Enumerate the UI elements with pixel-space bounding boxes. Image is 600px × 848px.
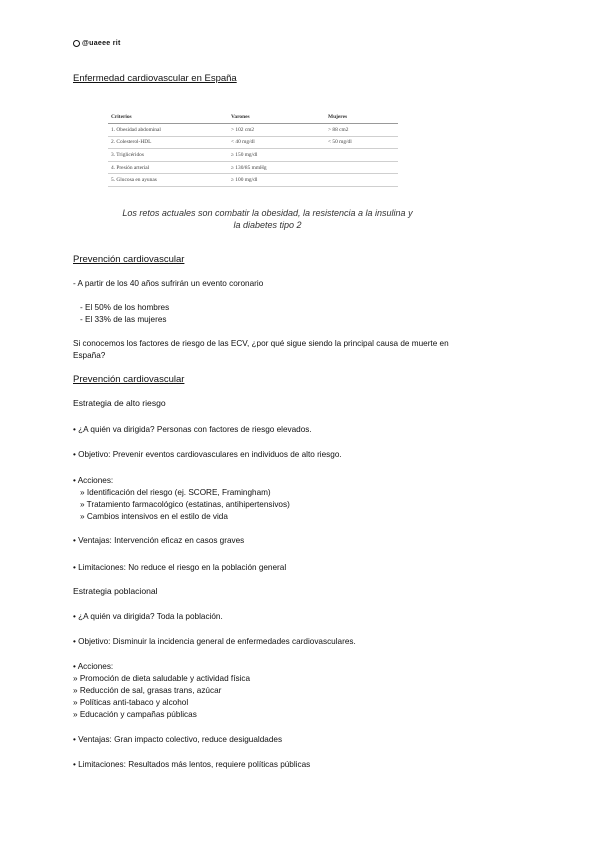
table-cell: ≥ 100 mg/dl: [228, 174, 325, 187]
list-item: » Promoción de dieta saludable y actividad física: [73, 674, 251, 683]
caption-line: la diabetes tipo 2: [233, 220, 302, 230]
caption-line: Los retos actuales son combatir la obesidad, la resistencia a la insulina y: [122, 208, 413, 218]
table-cell: > 88 cm2: [325, 124, 398, 137]
list-item: • ¿A quién va dirigida? Toda la población.: [73, 612, 223, 621]
criteria-table: [108, 111, 398, 187]
section-title-prevention: Prevención cardiovascular: [73, 254, 185, 265]
logo-icon: [73, 40, 80, 47]
table-row: [108, 161, 398, 174]
list-item: » Reducción de sal, grasas trans, azúcar: [73, 686, 222, 695]
paragraph: - A partir de los 40 años sufrirán un evento coronario: [73, 279, 264, 288]
list-item: • Acciones:: [73, 476, 114, 485]
table-cell: [325, 161, 398, 174]
list-item: • Objetivo: Disminuir la incidencia general de enfermedades cardiovasculares.: [73, 637, 356, 646]
list-item: • Objetivo: Prevenir eventos cardiovasculares en individuos de alto riesgo.: [73, 450, 342, 459]
table-cell: 3. Triglicéridos: [108, 149, 228, 162]
table-cell: ≥ 150 mg/dl: [228, 149, 325, 162]
section-title-cardiovascular-disease: Enfermedad cardiovascular en España: [73, 73, 237, 84]
table-row: [108, 136, 398, 149]
list-item: » Identificación del riesgo (ej. SCORE, Framingham): [80, 488, 271, 497]
list-item: • Acciones:: [73, 662, 114, 671]
table-cell: ≥ 130/85 mmHg: [228, 161, 325, 174]
paragraph: España?: [73, 351, 106, 360]
table-cell: 1. Obesidad abdominal: [108, 124, 228, 137]
list-item: » Educación y campañas públicas: [73, 710, 197, 719]
table-header-cell: Varones: [228, 111, 325, 124]
section-title-prevention: Prevención cardiovascular: [73, 374, 185, 385]
image-caption: [105, 207, 430, 231]
subheading-population: Estrategia poblacional: [73, 586, 158, 596]
table-cell: [325, 174, 398, 187]
list-item: » Políticas anti-tabaco y alcohol: [73, 698, 189, 707]
paragraph: Si conocemos los factores de riesgo de las ECV, ¿por qué sigue siendo la principal causa de muerte en: [73, 339, 449, 348]
table-cell: > 102 cm2: [228, 124, 325, 137]
table-header-cell: Criterios: [108, 111, 228, 124]
logo-text: @uaeee rit: [82, 40, 121, 47]
table-header-cell: Mujeres: [325, 111, 398, 124]
table-row: [108, 174, 398, 187]
table-cell: [325, 149, 398, 162]
table-row: [108, 149, 398, 162]
list-item: • Ventajas: Intervención eficaz en casos graves: [73, 536, 245, 545]
list-item: » Cambios intensivos en el estilo de vida: [80, 512, 228, 521]
table-cell: 5. Glucosa en ayunas: [108, 174, 228, 187]
table-cell: 4. Presión arterial: [108, 161, 228, 174]
table-cell: < 40 mg/dl: [228, 136, 325, 149]
table-header-row: [108, 111, 398, 124]
list-item: • Limitaciones: No reduce el riesgo en la población general: [73, 563, 287, 572]
list-item: • ¿A quién va dirigida? Personas con factores de riesgo elevados.: [73, 425, 312, 434]
list-item: • Ventajas: Gran impacto colectivo, reduce desigualdades: [73, 735, 283, 744]
table-row: [108, 124, 398, 137]
list-item: - El 33% de las mujeres: [80, 315, 167, 324]
list-item: » Tratamiento farmacológico (estatinas, antihipertensivos): [80, 500, 290, 509]
subheading-high-risk: Estrategia de alto riesgo: [73, 398, 166, 408]
logo: [73, 40, 121, 47]
table-cell: < 50 mg/dl: [325, 136, 398, 149]
criteria-table-image: [108, 111, 398, 187]
list-item: - El 50% de los hombres: [80, 303, 170, 312]
table-cell: 2. Colesterol-HDL: [108, 136, 228, 149]
list-item: • Limitaciones: Resultados más lentos, requiere políticas públicas: [73, 760, 311, 769]
